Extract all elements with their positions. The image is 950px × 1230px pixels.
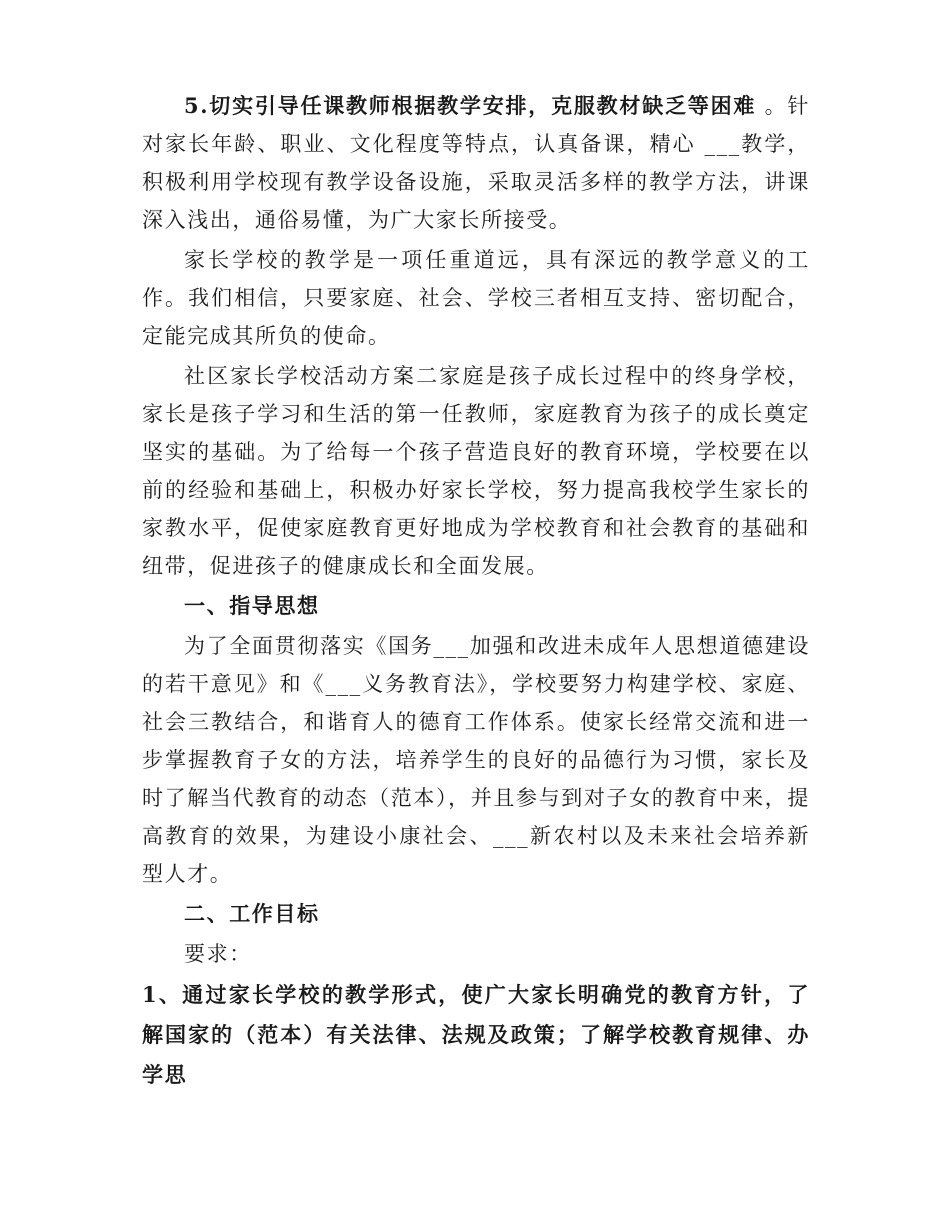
paragraph-teaching-arrangement — [142, 87, 810, 239]
paragraph-requirements-label: 要求： — [184, 942, 252, 966]
section-heading-work-goals: 二、工作目标 — [184, 901, 320, 926]
paragraph-lead-rest: 。针对家长年龄、职业、文化程度等特点，认真备课，精心 ___教学，积极利用学校现有教学设备设施，采取灵活多样的教学方法，讲课深入浅出，通俗易懂，为广大家长所接受。 — [142, 94, 810, 232]
paragraph-goal-one: 1、通过家长学校的教学形式，使广大家长明确党的教育方针，了解国家的（范本）有关法律、法规及政策；了解学校教育规律、办学思 — [142, 982, 810, 1087]
document-page — [142, 87, 810, 1095]
paragraph-lead-bold: 5.切实引导任课教师根据教学安排，克服教材缺乏等困难 — [184, 93, 757, 118]
paragraph-plan-two-intro: 社区家长学校活动方案二家庭是孩子成长过程中的终身学校，家长是孩子学习和生活的第一任教师，家庭教育为孩子的成长奠定坚实的基础。为了给每一个孩子营造良好的教育环境，学校要在以前的经验和基础上，积极办好家长学校，努力提高我校学生家长的家教水平，促使家庭教育更好地成为学校教育和社会教育的基础和纽带，促进孩子的健康成长和全面发展。 — [142, 364, 810, 578]
paragraph-guiding-ideology: 为了全面贯彻落实《国务___加强和改进未成年人思想道德建设的若干意见》和《___义务教育法》，学校要努力构建学校、家庭、社会三教结合，和谐育人的德育工作体系。使家长经常交流和进一步掌握教育子女的方法，培养学生的良好的品德行为习惯，家长及时了解当代教育的动态（范本），并且参与到对子女的教育中来，提高教育的效果，为建设小康社会、___新农村以及未来社会培养新型人才。 — [142, 634, 810, 886]
section-heading-guiding-ideology: 一、指导思想 — [184, 593, 320, 618]
paragraph-parent-school-mission: 家长学校的教学是一项任重道远，具有深远的教学意义的工作。我们相信，只要家庭、社会、学校三者相互支持、密切配合，定能完成其所负的使命。 — [142, 248, 810, 348]
